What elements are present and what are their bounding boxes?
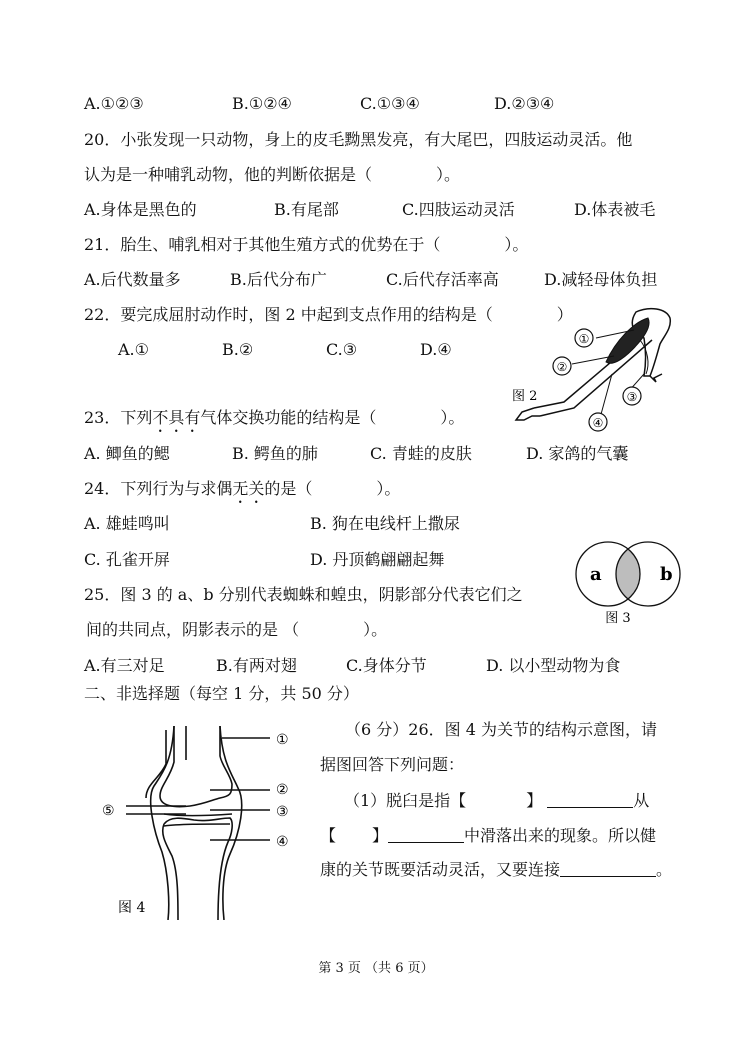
q22-stem: 22．要完成屈肘动作时，图 2 中起到支点作用的结构是（ ） bbox=[84, 305, 573, 324]
q24-option-b: B. 狗在电线杆上撒尿 bbox=[310, 514, 460, 533]
q23-option-c: C. 青蛙的皮肤 bbox=[370, 444, 472, 463]
q26-answer-blank-2[interactable] bbox=[388, 824, 464, 843]
q20-stem-line1: 20．小张发现一只动物，身上的皮毛黝黑发亮，有大尾巴，四肢运动灵活。他 bbox=[84, 130, 633, 149]
q26-sub1-open-bracket-2: 【 bbox=[320, 826, 337, 845]
page-footer: 第 3 页 （共 6 页） bbox=[318, 961, 434, 976]
q21-stem: 21．胎生、哺乳相对于其他生殖方式的优势在于（ ）。 bbox=[84, 235, 529, 254]
venn-label-a: a bbox=[590, 564, 602, 585]
q26-sub1-from: 从 bbox=[633, 791, 650, 810]
q25-stem-line2: 间的共同点，阴影表示的是 （ ）。 bbox=[86, 620, 388, 639]
figure-4-label: 图 4 bbox=[118, 900, 146, 916]
q20-stem-line2: 认为是一种哺乳动物，他的判断依据是（ ）。 bbox=[84, 165, 461, 184]
section-2-title: 二、非选择题（每空 1 分，共 50 分） bbox=[84, 684, 359, 703]
joint-marker-2: ② bbox=[276, 782, 289, 798]
q23-emphasis: 不具有 bbox=[152, 408, 201, 427]
q26-answer-blank-3[interactable] bbox=[560, 858, 656, 877]
q21-option-d: D.减轻母体负担 bbox=[544, 270, 658, 289]
venn-label-b: b bbox=[660, 564, 673, 585]
q26-stem-line2: 据图回答下列问题： bbox=[320, 755, 465, 774]
q20-option-c: C.四肢运动灵活 bbox=[402, 200, 515, 219]
arm-marker-3: ③ bbox=[626, 390, 638, 404]
q23-stem-suffix: 气体交换功能的结构是（ ）。 bbox=[200, 408, 465, 427]
q26-sub1-close-bracket-2: 】 bbox=[372, 826, 389, 845]
q25-stem-line1: 25．图 3 的 a、b 分别代表蜘蛛和蝗虫，阴影部分代表它们之 bbox=[84, 585, 523, 604]
q19-option-b: B.①②④ bbox=[232, 94, 292, 113]
q26-sub1-line2 bbox=[320, 824, 656, 847]
q20-option-a: A.身体是黑色的 bbox=[84, 200, 197, 219]
figure-3-label: 图 3 bbox=[605, 611, 631, 626]
q21-option-b: B.后代分布广 bbox=[230, 270, 327, 289]
q25-option-d: D. 以小型动物为食 bbox=[486, 656, 621, 675]
q26-sub1-line3 bbox=[320, 858, 672, 881]
q24-stem-suffix: 的是（ ）。 bbox=[264, 479, 401, 498]
joint-marker-3: ③ bbox=[276, 804, 289, 820]
arm-figure bbox=[504, 304, 684, 434]
arm-marker-2: ② bbox=[556, 360, 568, 374]
q21-option-c: C.后代存活率高 bbox=[386, 270, 499, 289]
q24-stem bbox=[84, 478, 400, 507]
q26-sub1-line bbox=[344, 789, 649, 812]
venn-figure bbox=[566, 538, 690, 628]
q24-emphasis: 无关 bbox=[232, 479, 265, 498]
q24-stem-prefix: 24．下列行为与求偶 bbox=[84, 479, 233, 498]
arm-marker-1: ① bbox=[578, 332, 590, 346]
q24-option-c: C. 孔雀开屏 bbox=[84, 550, 170, 569]
figure-2-label: 图 2 bbox=[512, 389, 538, 404]
q22-option-c: C.③ bbox=[326, 340, 358, 359]
q22-option-b: B.② bbox=[222, 340, 254, 359]
joint-marker-4: ④ bbox=[276, 834, 289, 850]
q23-option-b: B. 鳄鱼的肺 bbox=[232, 444, 318, 463]
q26-sub1-close-bracket: 】 bbox=[526, 791, 543, 810]
q22-option-d: D.④ bbox=[420, 340, 452, 359]
q23-stem-prefix: 23．下列 bbox=[84, 408, 153, 427]
q21-option-a: A.后代数量多 bbox=[84, 270, 181, 289]
q24-option-d: D. 丹顶鹤翩翩起舞 bbox=[310, 550, 445, 569]
q19-option-d: D.②③④ bbox=[494, 94, 555, 113]
q20-option-d: D.体表被毛 bbox=[574, 200, 656, 219]
q25-option-b: B.有两对翅 bbox=[216, 656, 297, 675]
q25-option-c: C.身体分节 bbox=[346, 656, 427, 675]
q25-option-a: A.有三对足 bbox=[84, 656, 165, 675]
q24-option-a: A. 雄蛙鸣叫 bbox=[84, 514, 170, 533]
q19-option-c: C.①③④ bbox=[360, 94, 420, 113]
q26-sub1-open-bracket: （1）脱臼是指【 bbox=[344, 791, 467, 810]
q22-option-a: A.① bbox=[118, 340, 149, 359]
joint-marker-5: ⑤ bbox=[102, 803, 115, 819]
q26-stem-line1: （6 分）26．图 4 为关节的结构示意图，请 bbox=[345, 720, 657, 739]
q20-option-b: B.有尾部 bbox=[274, 200, 339, 219]
q23-option-d: D. 家鸽的气囊 bbox=[526, 444, 629, 463]
q26-sub1-line3-end: 。 bbox=[656, 860, 673, 879]
arm-marker-4: ④ bbox=[592, 416, 604, 430]
q19-option-a: A.①②③ bbox=[84, 94, 144, 113]
q23-stem bbox=[84, 407, 464, 436]
joint-marker-1: ① bbox=[276, 732, 289, 748]
q23-option-a: A. 鲫鱼的鳃 bbox=[84, 444, 170, 463]
q26-sub1-line3-text: 康的关节既要活动灵活，又要连接 bbox=[320, 860, 561, 879]
q26-answer-blank-1[interactable] bbox=[547, 789, 633, 808]
joint-figure bbox=[94, 722, 306, 920]
q26-sub1-rest: 中滑落出来的现象。所以健 bbox=[464, 826, 657, 845]
